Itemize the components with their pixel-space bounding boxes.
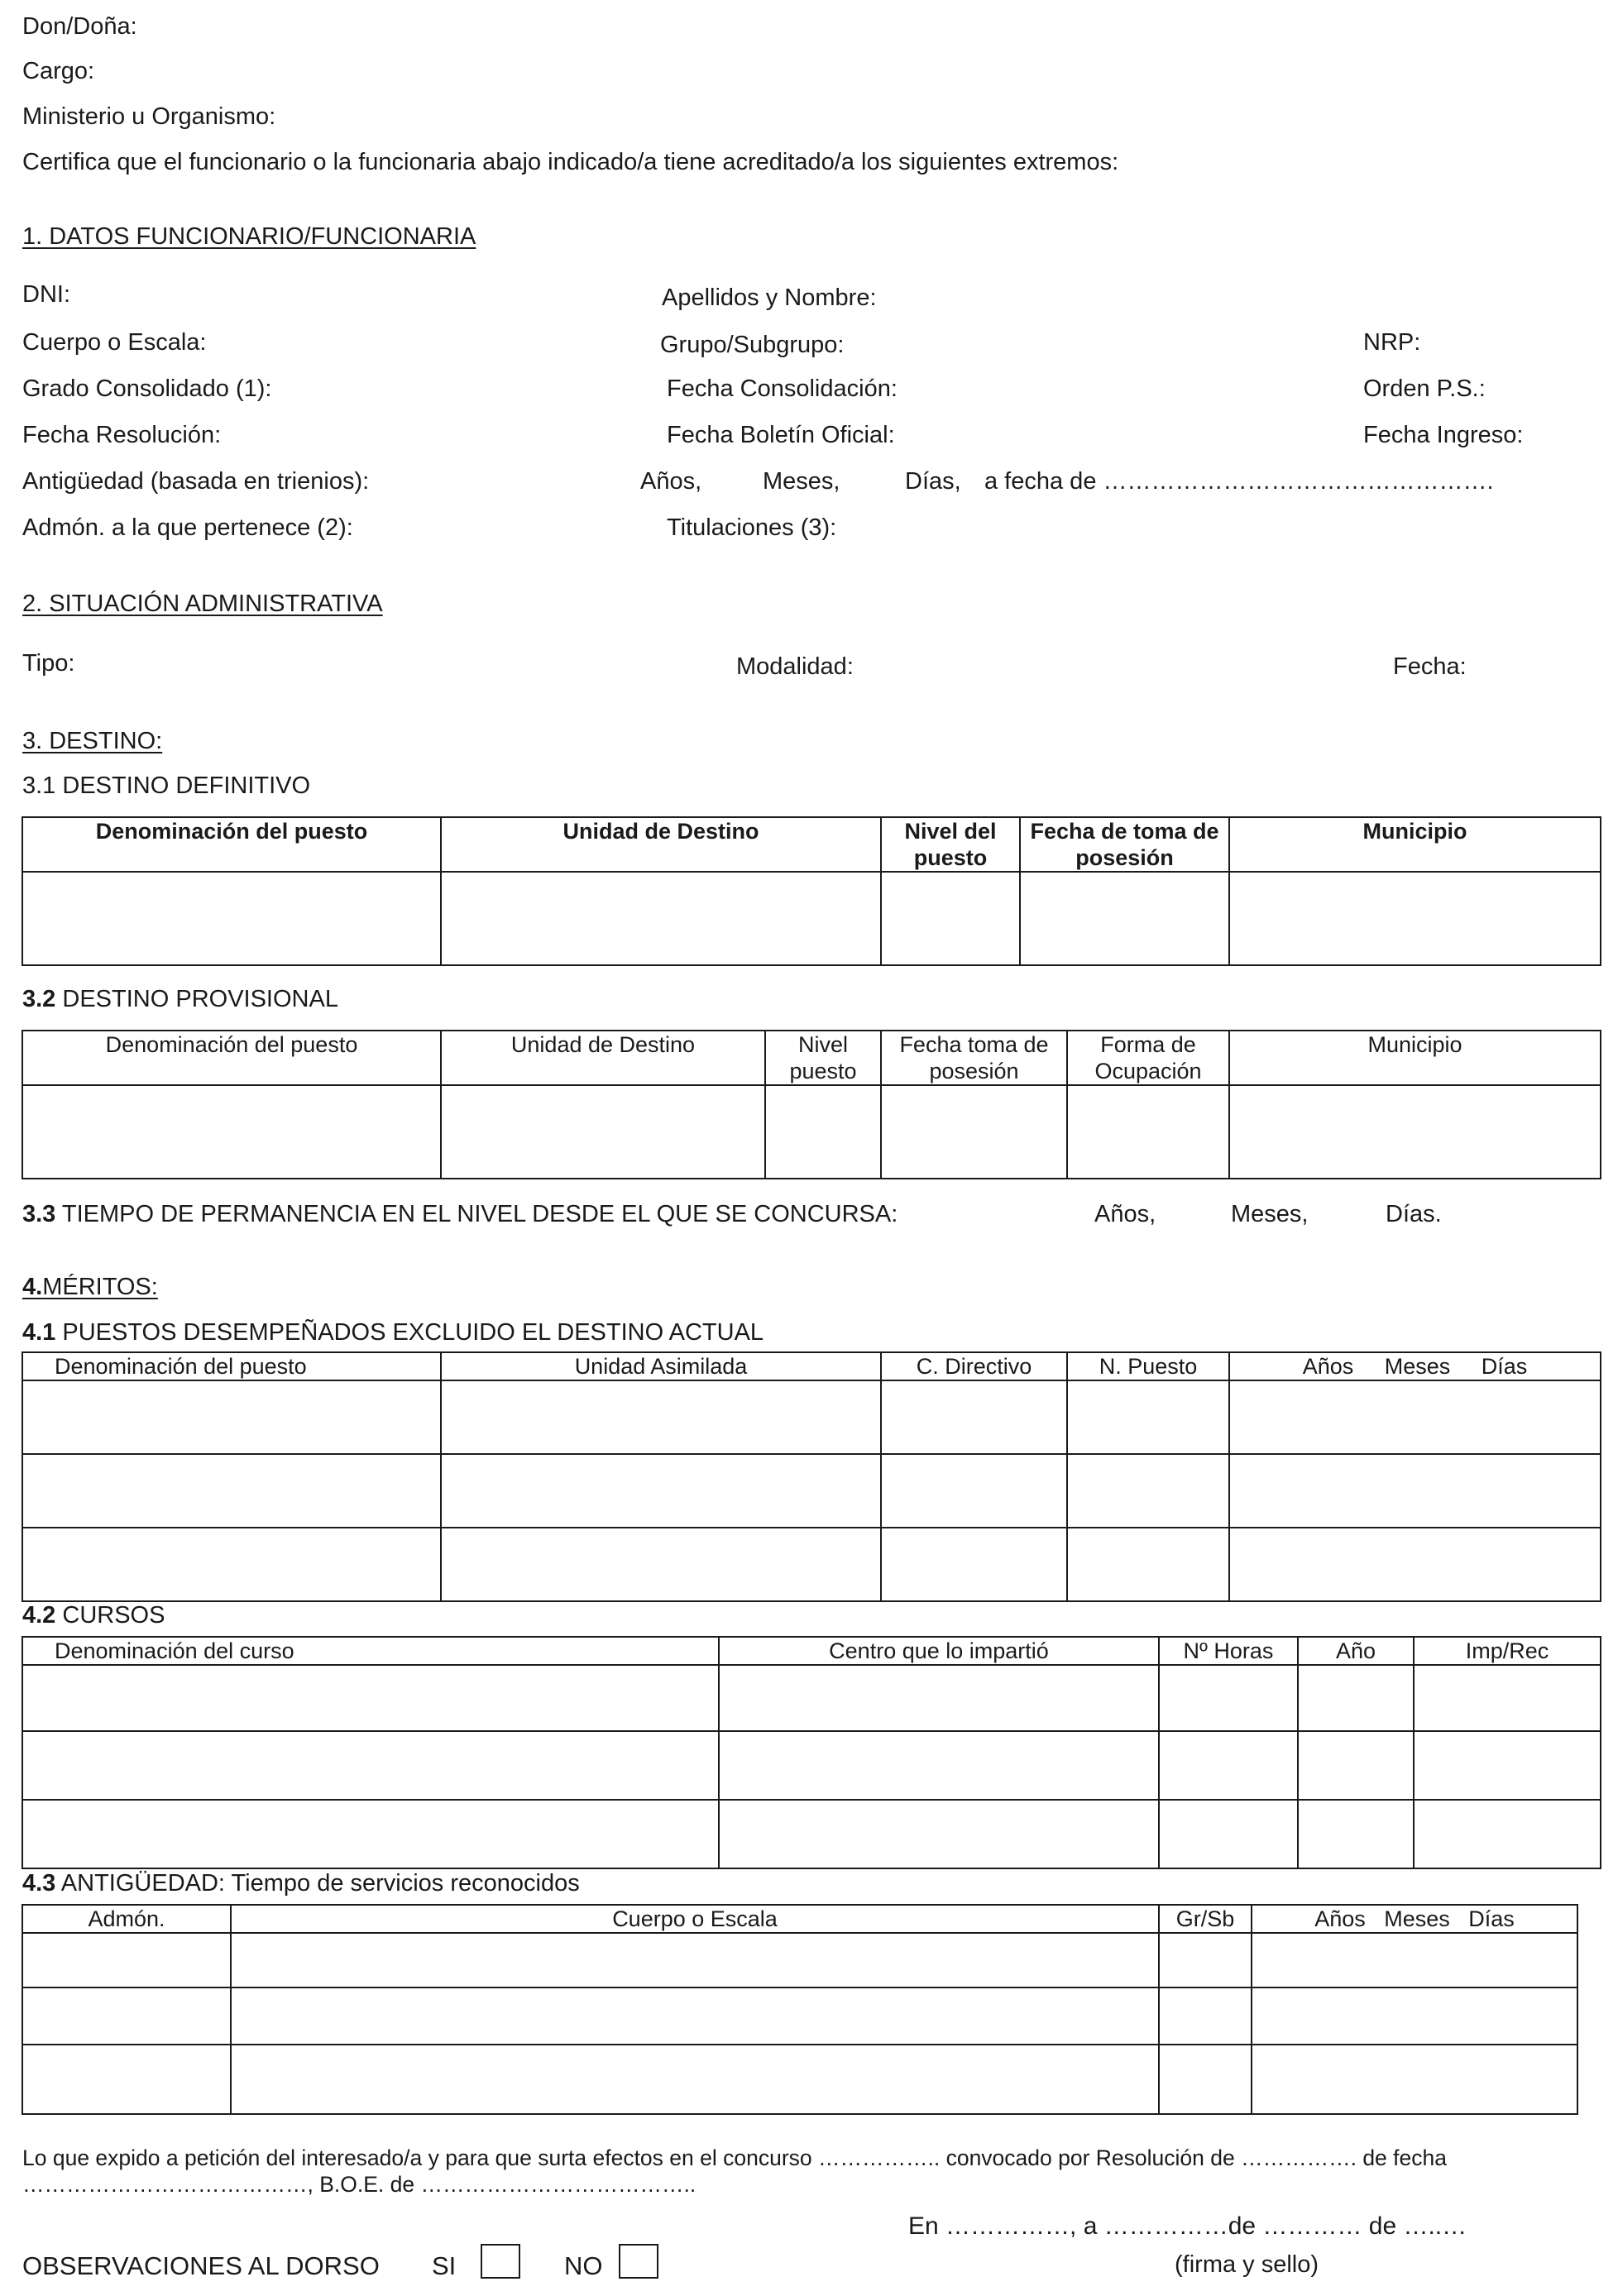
table-cell[interactable]	[1252, 2045, 1577, 2114]
table-cell[interactable]	[1067, 1528, 1229, 1601]
table-cell[interactable]	[1414, 1800, 1601, 1868]
table-cell[interactable]	[231, 2045, 1159, 2114]
antiguedad-servicios-table	[22, 1904, 1578, 2115]
cargo-label: Cargo:	[22, 58, 95, 84]
table-cell[interactable]	[1298, 1665, 1414, 1731]
table-cell[interactable]	[719, 1665, 1159, 1731]
permanencia-meses: Meses,	[1231, 1201, 1309, 1227]
table-row	[22, 1665, 1601, 1731]
table-header: Unidad de Destino	[441, 817, 881, 872]
table-header: Fecha de toma de posesión	[1020, 817, 1229, 872]
table-cell[interactable]	[1067, 1454, 1229, 1528]
table-cell[interactable]	[1414, 1665, 1601, 1731]
si-checkbox[interactable]	[481, 2244, 520, 2279]
table-cell[interactable]	[719, 1731, 1159, 1800]
table-header: Fecha toma de posesión	[881, 1031, 1067, 1085]
table-cell[interactable]	[1252, 1933, 1577, 1987]
cuerpo-label: Cuerpo o Escala:	[22, 329, 207, 356]
table-cell[interactable]	[22, 1800, 719, 1868]
admon-label: Admón. a la que pertenece (2):	[22, 514, 353, 541]
table-row	[22, 1933, 1577, 1987]
antiguedad-meses: Meses,	[763, 468, 840, 495]
observaciones-label: OBSERVACIONES AL DORSO	[22, 2251, 380, 2280]
table-cell[interactable]	[881, 872, 1020, 965]
table-cell[interactable]	[1067, 1380, 1229, 1454]
table-cell[interactable]	[441, 1528, 881, 1601]
table-header: Denominación del puesto	[22, 817, 441, 872]
table-row	[22, 2045, 1577, 2114]
section-number: 4.	[22, 1274, 43, 1300]
table-header: Cuerpo o Escala	[231, 1905, 1159, 1933]
dni-label: DNI:	[22, 281, 70, 308]
fecha-label: Fecha:	[1393, 653, 1467, 680]
table-cell[interactable]	[22, 1933, 231, 1987]
destino-definitivo-table	[22, 816, 1601, 966]
table-cell[interactable]	[1159, 1665, 1298, 1731]
cursos-table	[22, 1636, 1601, 1869]
no-checkbox[interactable]	[619, 2244, 658, 2279]
table-cell[interactable]	[231, 1933, 1159, 1987]
table-cell[interactable]	[231, 1987, 1159, 2045]
antiguedad-label: Antigüedad (basada en trienios):	[22, 468, 370, 495]
certifica-text: Certifica que el funcionario o la funcionaria abajo indicado/a tiene acreditado/a los siguientes extremos:	[22, 149, 1119, 175]
table-header: Denominación del puesto	[22, 1352, 441, 1380]
table-cell[interactable]	[1229, 1380, 1601, 1454]
table-row	[22, 1380, 1601, 1454]
table-header: Imp/Rec	[1414, 1637, 1601, 1665]
table-cell[interactable]	[441, 1380, 881, 1454]
table-header: Años Meses Días	[1229, 1352, 1601, 1380]
table-cell[interactable]	[1159, 1933, 1252, 1987]
section-number: 4.2	[22, 1602, 56, 1629]
lugar-fecha: En ……………, a ……………de ………… de …..…	[908, 2212, 1467, 2240]
destino-provisional-table	[22, 1030, 1601, 1179]
fecha-boletin-label: Fecha Boletín Oficial:	[667, 422, 895, 448]
section-label: PUESTOS DESEMPEÑADOS EXCLUIDO EL DESTINO ACTUAL	[62, 1319, 764, 1346]
section1-title: 1. DATOS FUNCIONARIO/FUNCIONARIA	[22, 223, 476, 250]
table-cell[interactable]	[22, 1731, 719, 1800]
fecha-consolidacion-label: Fecha Consolidación:	[667, 375, 898, 402]
table-row	[22, 872, 1601, 965]
destino-provisional-title	[22, 986, 338, 1013]
table-cell[interactable]	[1229, 1085, 1601, 1179]
table-cell[interactable]	[1229, 1454, 1601, 1528]
table-header: Municipio	[1229, 817, 1601, 872]
table-cell[interactable]	[441, 1454, 881, 1528]
table-header: Nivel puesto	[765, 1031, 881, 1085]
puestos-table	[22, 1351, 1601, 1602]
table-cell[interactable]	[22, 1454, 441, 1528]
antiguedad-anos: Años,	[640, 468, 702, 495]
antiguedad-servicios-title	[22, 1870, 580, 1897]
modalidad-label: Modalidad:	[736, 653, 854, 680]
table-cell[interactable]	[881, 1454, 1067, 1528]
table-cell[interactable]	[1159, 1731, 1298, 1800]
table-row	[22, 1731, 1601, 1800]
puestos-title	[22, 1319, 764, 1347]
destino-definitivo-title: 3.1 DESTINO DEFINITIVO	[22, 773, 311, 799]
section-number: 4.1	[22, 1319, 56, 1346]
apellidos-label: Apellidos y Nombre:	[662, 285, 877, 311]
section-number: 4.3	[22, 1870, 56, 1897]
section-number: 3.2	[22, 986, 56, 1012]
table-cell[interactable]	[22, 1665, 719, 1731]
table-row	[22, 1085, 1601, 1179]
table-header: Año	[1298, 1637, 1414, 1665]
table-cell[interactable]	[881, 1528, 1067, 1601]
table-cell[interactable]	[881, 1085, 1067, 1179]
table-cell[interactable]	[1159, 2045, 1252, 2114]
ministerio-label: Ministerio u Organismo:	[22, 103, 276, 130]
section-label: MÉRITOS:	[42, 1274, 158, 1300]
table-row	[22, 1454, 1601, 1528]
don-dona-label: Don/Doña:	[22, 13, 137, 40]
a-fecha-de: a fecha de ………………………………………….	[984, 468, 1494, 495]
section-label: TIEMPO DE PERMANENCIA EN EL NIVEL DESDE EL QUE SE CONCURSA:	[61, 1201, 898, 1227]
fecha-resolucion-label: Fecha Resolución:	[22, 422, 222, 448]
table-cell[interactable]	[441, 872, 881, 965]
section-label: CURSOS	[62, 1602, 165, 1629]
section-label: DESTINO PROVISIONAL	[62, 986, 338, 1012]
si-label: SI	[432, 2251, 457, 2280]
table-cell[interactable]	[1229, 872, 1601, 965]
no-label: NO	[564, 2251, 603, 2280]
table-header: N. Puesto	[1067, 1352, 1229, 1380]
table-header: Forma de Ocupación	[1067, 1031, 1229, 1085]
table-cell[interactable]	[881, 1380, 1067, 1454]
table-cell[interactable]	[441, 1085, 765, 1179]
nrp-label: NRP:	[1363, 329, 1421, 356]
section-label: ANTIGÜEDAD: Tiempo de servicios reconocidos	[60, 1870, 580, 1897]
section2-title: 2. SITUACIÓN ADMINISTRATIVA	[22, 591, 383, 617]
table-cell[interactable]	[1067, 1085, 1229, 1179]
table-header: Municipio	[1229, 1031, 1601, 1085]
table-row	[22, 1528, 1601, 1601]
grado-label: Grado Consolidado (1):	[22, 375, 272, 402]
table-cell[interactable]	[1229, 1528, 1601, 1601]
table-cell[interactable]	[765, 1085, 881, 1179]
table-cell[interactable]	[22, 2045, 231, 2114]
table-header: Centro que lo impartió	[719, 1637, 1159, 1665]
table-row	[22, 1987, 1577, 2045]
table-cell[interactable]	[1252, 1987, 1577, 2045]
table-header: C. Directivo	[881, 1352, 1067, 1380]
expido-line-1: Lo que expido a petición del interesado/a y para que surta efectos en el concurso …………….. convocado por Resolución de ……………. de fecha	[22, 2145, 1447, 2170]
tipo-label: Tipo:	[22, 650, 75, 677]
cursos-title	[22, 1602, 165, 1629]
table-cell[interactable]	[719, 1800, 1159, 1868]
permanencia-title	[22, 1201, 898, 1228]
table-cell[interactable]	[22, 1380, 441, 1454]
table-header: Gr/Sb	[1159, 1905, 1252, 1933]
fecha-ingreso-label: Fecha Ingreso:	[1363, 422, 1524, 448]
table-cell[interactable]	[1414, 1731, 1601, 1800]
table-header: Nº Horas	[1159, 1637, 1298, 1665]
table-header: Años Meses Días	[1252, 1905, 1577, 1933]
table-header: Admón.	[22, 1905, 231, 1933]
table-header: Unidad de Destino	[441, 1031, 765, 1085]
firma-sello: (firma y sello)	[1175, 2251, 1319, 2278]
table-header: Denominación del puesto	[22, 1031, 441, 1085]
orden-label: Orden P.S.:	[1363, 375, 1486, 402]
table-cell[interactable]	[22, 1987, 231, 2045]
table-cell[interactable]	[1159, 1800, 1298, 1868]
table-cell[interactable]	[1298, 1731, 1414, 1800]
expido-line-2: …………………………………, B.O.E. de ………………………………..	[22, 2172, 697, 2197]
table-header: Unidad Asimilada	[441, 1352, 881, 1380]
section4-title	[22, 1274, 158, 1301]
table-row	[22, 1800, 1601, 1868]
section3-title: 3. DESTINO:	[22, 728, 163, 754]
table-cell[interactable]	[1298, 1800, 1414, 1868]
titulaciones-label: Titulaciones (3):	[667, 514, 837, 541]
grupo-label: Grupo/Subgrupo:	[660, 332, 845, 358]
permanencia-anos: Años,	[1094, 1201, 1156, 1227]
antiguedad-dias: Días,	[905, 468, 961, 495]
table-cell[interactable]	[22, 1528, 441, 1601]
table-header: Denominación del curso	[22, 1637, 719, 1665]
table-cell[interactable]	[22, 1085, 441, 1179]
section-number: 3.3	[22, 1201, 56, 1227]
table-cell[interactable]	[1020, 872, 1229, 965]
table-header: Nivel del puesto	[881, 817, 1020, 872]
table-cell[interactable]	[22, 872, 441, 965]
table-cell[interactable]	[1159, 1987, 1252, 2045]
permanencia-dias: Días.	[1386, 1201, 1442, 1227]
